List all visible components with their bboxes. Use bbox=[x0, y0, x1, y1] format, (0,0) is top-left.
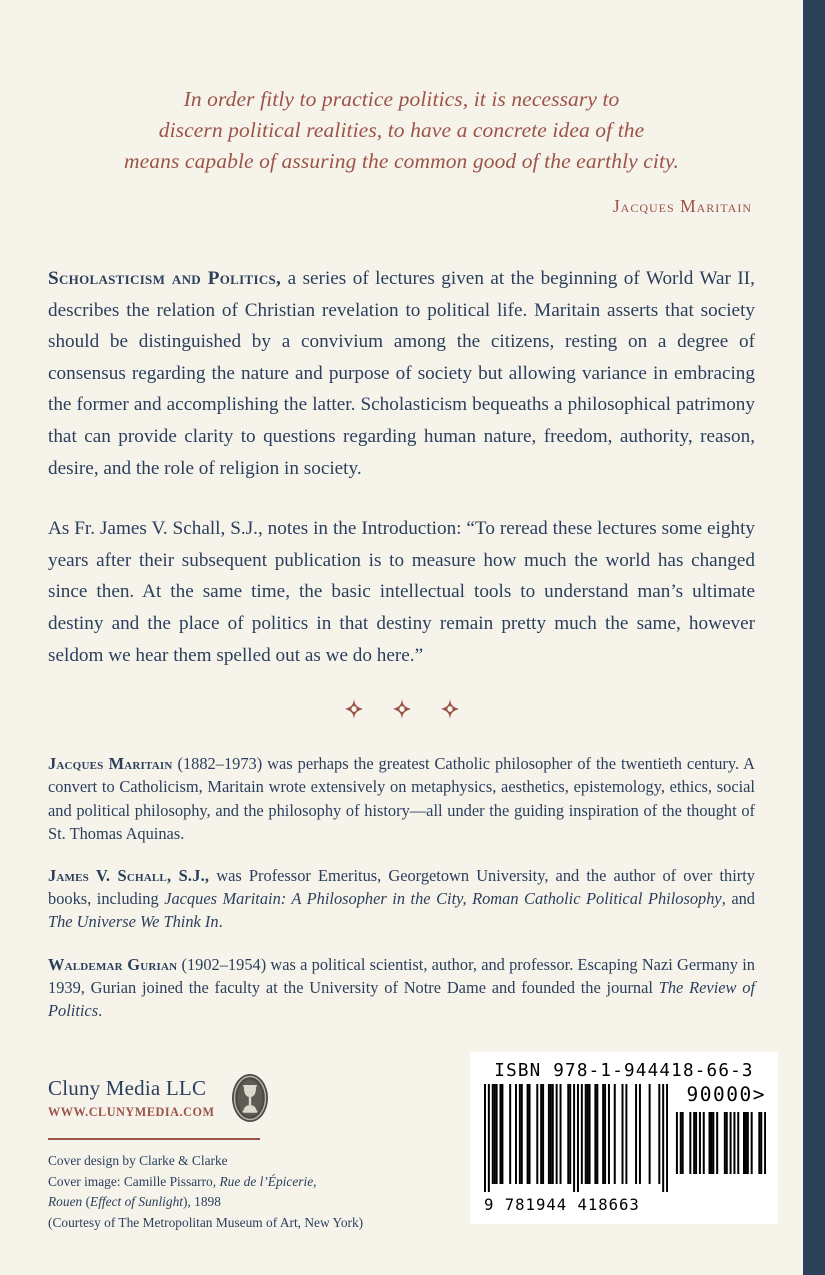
epigraph-quote bbox=[48, 84, 755, 177]
credit-image-subtitle: Effect of Sunlight bbox=[90, 1194, 184, 1210]
bio-dates-maritain: (1882–1973) bbox=[172, 754, 263, 774]
credit-line-courtesy: (Courtesy of The Metropolitan Museum of Art, New York) bbox=[48, 1214, 364, 1230]
ean5-addon-barcode bbox=[674, 1112, 766, 1179]
description-paragraph-1-rest: a series of lectures given at the beginning of World War II, describes the relation of Christian revelation to political life. Maritain asserts that society should be distinguished by a convivium among the citizens, resting on a degree of consensus regarding the nature and purpose of society but allowing variance in embracing the former and accomplishing the latter. Scholasticism bequeaths a philosophical patrimony that can provide clarity to questions regarding human nature, freedom, authority, reason, desire, and the role of religion in society. bbox=[48, 268, 755, 479]
bio-jacques-maritain bbox=[48, 752, 755, 845]
credit-line-image bbox=[48, 1172, 468, 1192]
bio-text-gurian-b: . bbox=[98, 1000, 103, 1020]
bio-name-maritain: Jacques Maritain bbox=[48, 754, 173, 774]
description-paragraph-1 bbox=[48, 263, 755, 484]
credit-image-title: Rue de l’Épicerie, bbox=[219, 1173, 317, 1189]
credit-line-image-cont bbox=[48, 1192, 468, 1212]
ean13-digits: 9 781944 418663 bbox=[484, 1196, 640, 1214]
bio-dates-gurian: (1902–1954) bbox=[177, 954, 267, 974]
bio-james-schall bbox=[48, 864, 755, 934]
book-description bbox=[48, 263, 755, 671]
epigraph-line-3: means capable of assuring the common good of the earthly city. bbox=[124, 149, 679, 173]
bio-text-schall-a: was Professor Emeritus, Georgetown University, and the author of over thirty books, including bbox=[48, 865, 755, 909]
bio-name-gurian: Waldemar Gurian bbox=[48, 954, 178, 974]
epigraph-attribution: Jacques Maritain bbox=[612, 196, 752, 216]
epigraph-line-2: discern political realities, to have a concrete idea of the bbox=[158, 118, 645, 142]
publisher-name: Cluny Media LLC bbox=[48, 1075, 207, 1100]
isbn-text: ISBN 978-1-944418-66-3 bbox=[494, 1061, 754, 1081]
book-title-smallcaps: Scholasticism and Politics, bbox=[48, 268, 282, 289]
price-code-text: 90000> bbox=[686, 1083, 766, 1106]
isbn-barcode-block bbox=[470, 1052, 778, 1224]
bio-text-schall-b: , and bbox=[721, 889, 755, 909]
cover-credits bbox=[48, 1151, 468, 1233]
bio-waldemar-gurian bbox=[48, 953, 755, 1023]
credit-image-place: Rouen bbox=[48, 1194, 83, 1210]
publisher-url[interactable]: WWW.CLUNYMEDIA.COM bbox=[48, 1104, 215, 1119]
bio-journal-gurian: The Review of Politics bbox=[48, 977, 755, 1020]
publisher-text bbox=[48, 1076, 224, 1120]
bio-booktitle-schall-b: The Universe We Think In bbox=[48, 912, 219, 932]
chalice-medallion-logo-icon bbox=[230, 1072, 270, 1124]
bio-name-schall: James V. Schall, S.J., bbox=[48, 865, 210, 885]
description-paragraph-2: As Fr. James V. Schall, S.J., notes in the Introduction: “To reread these lectures some eighty years after their subsequent publication is to measure how much the world has changed since then. At the same time, the basic intellectual tools to understand man’s ultimate destiny and the place of politics in that destiny remain pretty much the same, however seldom we hear them spelled out as we do here.” bbox=[48, 518, 755, 666]
four-pointed-star-ornament-icon bbox=[393, 699, 411, 719]
ornament-divider bbox=[48, 699, 755, 719]
bio-text-maritain: was perhaps the greatest Catholic philosopher of the twentieth century. A convert to Catholicism, Maritain wrote extensively on metaphysics, aesthetics, epistemology, ethics, social and political philosophy, and the philosophy of history—all under the guiding inspiration of the thought of St. Thomas Aquinas. bbox=[48, 754, 755, 843]
bio-booktitles-schall-a: Jacques Maritain: A Philosopher in the City, Roman Catholic Political Philosophy bbox=[164, 889, 722, 909]
publisher-block bbox=[48, 1067, 270, 1129]
author-biographies bbox=[48, 752, 755, 1022]
credit-image-paren-open: ( bbox=[82, 1194, 91, 1210]
footer-divider-rule bbox=[48, 1138, 260, 1141]
bio-text-schall-c: . bbox=[218, 912, 223, 932]
ean13-bars-icon bbox=[484, 1084, 668, 1192]
credit-image-year: ), 1898 bbox=[183, 1194, 221, 1210]
bio-text-gurian-a: was a political scientist, author, and professor. Escaping Nazi Germany in 1939, Gurian joined the faculty at the University of Notre Dame and founded the journal bbox=[48, 954, 755, 997]
epigraph-line-1: In order fitly to practice politics, it is necessary to bbox=[183, 87, 620, 111]
four-pointed-star-ornament-icon bbox=[345, 699, 363, 719]
barcode-row bbox=[484, 1084, 764, 1214]
four-pointed-star-ornament-icon bbox=[441, 699, 459, 719]
ean5-bars-icon bbox=[674, 1112, 766, 1174]
credit-line-design: Cover design by Clarke & Clarke bbox=[48, 1153, 228, 1169]
book-spine-edge bbox=[803, 0, 825, 1275]
ean13-barcode bbox=[484, 1084, 668, 1214]
credit-image-prefix: Cover image: Camille Pissarro, bbox=[48, 1173, 220, 1189]
price-addon-area bbox=[668, 1084, 766, 1179]
